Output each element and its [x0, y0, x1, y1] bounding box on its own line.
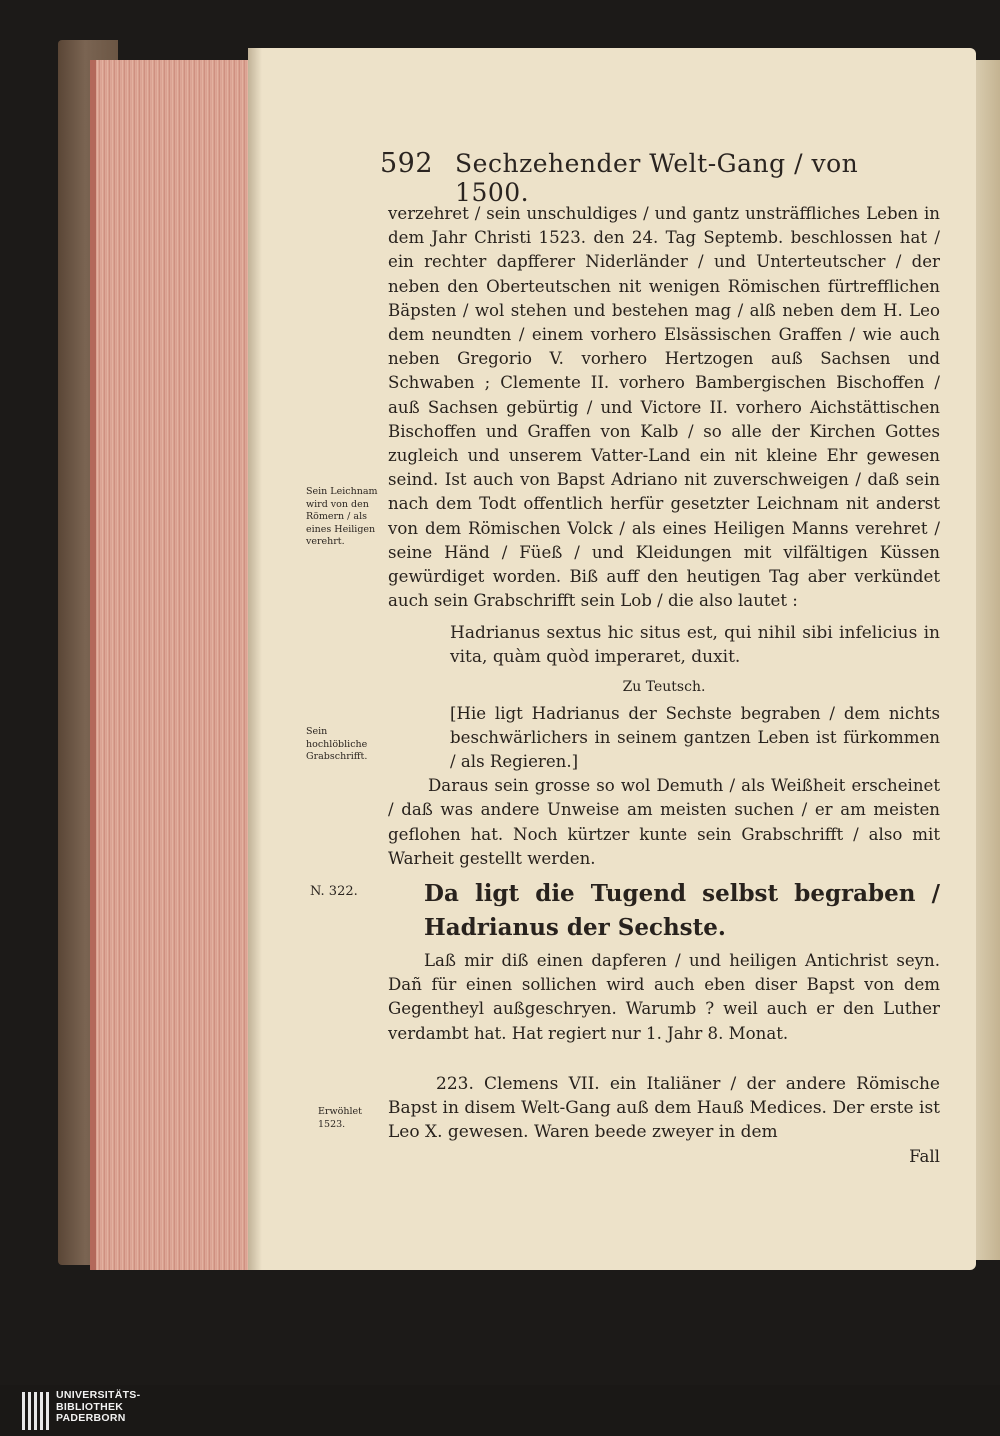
latin-epitaph: Hadrianus sextus hic situs est, qui nihil sibi infelicius in vita, quàm quòd imperaret, duxit. [450, 623, 940, 668]
short-epitaph: Da ligt die Tugend selbst begraben / Hadrianus der Sechste. [424, 880, 940, 942]
page-gutter-shadow [248, 48, 262, 1270]
catchword: Fall [909, 1146, 940, 1166]
running-title: Sechzehender Welt-Gang / von 1500. [455, 149, 859, 207]
page-number: 592 [380, 148, 434, 179]
logo-line-2: BIBLIOTHEK [56, 1400, 124, 1413]
margin-note-number: N. 322. [310, 884, 358, 899]
main-text-block [388, 202, 940, 1169]
library-logo-icon [22, 1392, 50, 1430]
library-footer [0, 1385, 1000, 1436]
margin-note-leichnam: Sein Leichnam wird von den Römern / als eines Heiligen verehrt. [306, 486, 378, 548]
german-epitaph: [Hie ligt Hadrianus der Sechste begraben / dem nichts beschwärlichers in seinem gantzen Leben ist fürkommen / als Regieren.] [450, 703, 940, 772]
paragraph-humility: Daraus sein grosse so wol Demuth / als Weißheit erscheinet / daß was andere Unweise am meisten suchen / er am meisten geflohen hat. Noch kürtzer kunte sein Grabschrifft / also mit Warheit gestellt werden. [388, 776, 940, 868]
paragraph-adrian: verzehret / sein unschuldiges / und gantz unsträffliches Leben in dem Jahr Christi 1523. den 24. Tag Septemb. beschlossen hat / ein rechter dapfferer Niderländer / und Unterteutscher / der neben den Oberteutschen nit wenigen Römischen fürtrefflichen Bäpsten / wol stehen und bestehen mag / alß neben dem H. Leo dem neundten / einem vorhero Elsässischen Graffen / wie auch neben Gregorio V. vorhero Hertzogen auß Sachsen und Schwaben ; Clemente II. vorhero Bambergischen Bischoffen / auß Sachsen gebürtig / und Victore II. vorhero Aichstättischen Bischoffen und Graffen von Kalb / so alle der Kirchen Gottes zugleich und unserem Vatter-Land ein nit kleine Ehr gewesen seind. Ist auch von Bapst Adriano nit zuverschweigen / daß sein nach dem Todt offentlich herfür gesetzter Leichnam nit anderst von dem Römischen Volck / als eines Heiligen Manns verehret / seine Händ / Füeß / und Kleidungen mit vilfältigen Küssen gewürdiget worden. Biß auff den heutigen Tag aber verkündet auch sein Grabschrifft sein Lob / die also lautet : [388, 204, 940, 611]
translation-heading: Zu Teutsch. [622, 679, 706, 696]
facing-page-edge [976, 60, 1000, 1260]
page-header [380, 148, 940, 207]
margin-note-erwoehlet: Erwöhlet 1523. [318, 1106, 362, 1130]
paragraph-antichrist: Laß mir diß einen dapferen / und heiligen Antichrist seyn. Dañ für einen sollichen wird auch eben diser Bapst von dem Gegentheyl außgeschryen. Warumb ? weil auch er den Luther verdambt hat. Hat regiert nur 1. Jahr 8. Monat. [388, 951, 940, 1043]
red-page-edges [90, 60, 256, 1270]
entry-clemens-vii: 223. Clemens VII. ein Italiäner / der andere Römische Bapst in disem Welt-Gang auß dem Hauß Medices. Der erste ist Leo X. gewesen. Waren beede zweyer in dem [388, 1073, 940, 1143]
logo-line-1: UNIVERSITÄTS- [56, 1389, 141, 1401]
margin-note-grabschrifft: Sein hochlöbliche Grabschrifft. [306, 726, 368, 763]
logo-line-3: PADERBORN [56, 1412, 126, 1424]
library-logo-text [56, 1390, 140, 1425]
